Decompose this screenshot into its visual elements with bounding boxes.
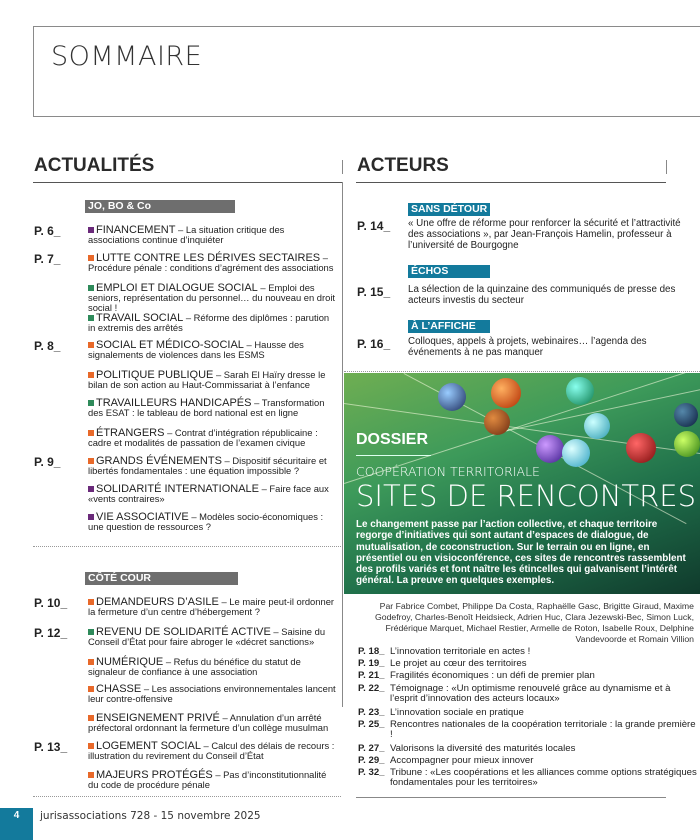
item-text: – Calcul des délais de recours : illustration du revirement du Conseil d’État: [88, 740, 335, 761]
toc-text: Valorisons la diversité des maturités locales: [390, 743, 576, 754]
toc-text: Le projet au cœur des territoires: [390, 658, 527, 669]
toc-item[interactable]: [88, 225, 338, 245]
item-text: – Pas d’inconstitutionnalité du code de procédure pénale: [88, 769, 327, 790]
item-text: – Modèles socio-économiques : une question de ressources ?: [88, 511, 324, 532]
page-number: P. 10_: [34, 596, 68, 610]
item-text: – Contrat d’intégration républicaine : cadre et modalités de passation de l’examen civique: [88, 427, 318, 448]
category-square-icon: [88, 285, 94, 291]
item-keyword: LOGEMENT SOCIAL: [96, 740, 201, 752]
item-text: – Réforme des diplômes : parution in extremis des arrêtés: [88, 312, 330, 333]
category-square-icon: [88, 315, 94, 321]
sphere-graphic: [438, 383, 466, 411]
footer-publication: jurisassociations 728 - 15 novembre 2025: [40, 810, 261, 822]
item-keyword: ENSEIGNEMENT PRIVÉ: [96, 712, 220, 724]
category-square-icon: [88, 686, 94, 692]
page-number: P. 14_: [357, 219, 391, 233]
section-tag-echos: ÉCHOS: [408, 265, 490, 278]
category-square-icon: [88, 458, 94, 464]
page-number: P. 7_: [34, 252, 61, 266]
page-number: P. 16_: [357, 337, 391, 351]
dotted-divider: [33, 796, 341, 797]
toc-item[interactable]: [88, 512, 338, 532]
column-divider-top: [342, 160, 343, 174]
divider: [33, 182, 342, 183]
category-square-icon: [88, 715, 94, 721]
toc-item[interactable]: [88, 713, 338, 733]
category-square-icon: [88, 255, 94, 261]
item-keyword: EMPLOI ET DIALOGUE SOCIAL: [96, 282, 258, 294]
toc-item[interactable]: [88, 253, 338, 273]
page-number: P. 8_: [34, 339, 61, 353]
page-number: P. 27_: [358, 743, 385, 754]
page-number: P. 22_: [358, 683, 385, 694]
section-tag-sans-detour: SANS DÉTOUR: [408, 203, 490, 216]
item-text: – Sarah El Haïry dresse le bilan de son action au Haut-Commissariat à l’enfance: [88, 369, 326, 390]
section-tag-a-laffiche: À L’AFFICHE: [408, 320, 490, 333]
toc-text: Accompagner pour mieux innover: [390, 755, 534, 766]
page-number: P. 6_: [34, 224, 61, 238]
divider: [356, 182, 666, 183]
toc-item[interactable]: [88, 484, 338, 504]
item-keyword: VIE ASSOCIATIVE: [96, 511, 189, 523]
acteurs-heading: ACTEURS: [357, 155, 449, 176]
item-keyword: SOLIDARITÉ INTERNATIONALE: [96, 483, 259, 495]
page-number: P. 12_: [34, 626, 68, 640]
page-number: P. 29_: [358, 755, 385, 766]
actualites-heading: ACTUALITÉS: [34, 155, 155, 176]
page-number: P. 32_: [358, 767, 385, 778]
item-keyword: TRAVAIL SOCIAL: [96, 312, 184, 324]
category-square-icon: [88, 227, 94, 233]
section-tag-jo-bo: JO, BO & Co: [85, 200, 235, 213]
page-number: P. 9_: [34, 455, 61, 469]
category-square-icon: [88, 342, 94, 348]
category-square-icon: [88, 659, 94, 665]
item-keyword: DEMANDEURS D’ASILE: [96, 596, 219, 608]
dotted-divider: [33, 546, 341, 547]
column-divider: [342, 182, 343, 707]
toc-text: Témoignage : «Un optimisme renouvelé grâce au dynamisme et à l’esprit d’innovation des acteurs locaux»: [390, 683, 671, 704]
item-text: – Emploi des seniors, représentation du personnel… du nouveau en droit social !: [88, 282, 336, 313]
item-text: – Refus du bénéfice du statut de signaleur de confiance à une association: [88, 656, 301, 677]
sphere-graphic: [674, 431, 700, 457]
item-text: – Annulation d’un arrêté préfectoral ordonnant la fermeture d’un collège musulman: [88, 712, 329, 733]
sphere-graphic: [536, 435, 564, 463]
acteurs-item[interactable]: Colloques, appels à projets, webinaires… l’agenda des événements à ne pas manquer: [408, 336, 647, 358]
acteurs-item[interactable]: La sélection de la quinzaine des communiqués de presse des acteurs investis du secteur: [408, 284, 676, 306]
item-text: – Le maire peut-il ordonner la fermeture d’un centre d’hébergement ?: [88, 596, 335, 617]
column-divider-right: [666, 160, 667, 174]
toc-text: L’innovation territoriale en actes !: [390, 646, 531, 657]
item-keyword: CHASSE: [96, 683, 142, 695]
toc-text: Fragilités économiques : un défi de premier plan: [390, 670, 595, 681]
item-keyword: POLITIQUE PUBLIQUE: [96, 369, 214, 381]
toc-item[interactable]: [88, 741, 338, 761]
toc-item[interactable]: [88, 770, 338, 790]
page-number: P. 25_: [358, 719, 385, 730]
category-square-icon: [88, 599, 94, 605]
item-keyword: MAJEURS PROTÉGÉS: [96, 769, 213, 781]
sphere-graphic: [484, 409, 510, 435]
item-keyword: REVENU DE SOLIDARITÉ ACTIVE: [96, 626, 271, 638]
acteurs-item[interactable]: « Une offre de réforme pour renforcer la sécurité et l’attractivité des associations », par Jean-François Hamelin, professeur à l’université de Bourgogne: [408, 218, 681, 251]
toc-item[interactable]: [88, 597, 338, 617]
dossier-authors: Par Fabrice Combet, Philippe Da Costa, Raphaëlle Gasc, Brigitte Giraud, Maxime Godefroy, Charles-Benoît Heidsieck, Adrien Huc, Clara Jezewski-Bec, Simon Luck, Frédérique Marquet, Michael Restier, Armelle de Roton, Isabelle Roux, Delphine Vandevoorde et Romain Villion: [375, 601, 694, 644]
sphere-graphic: [584, 413, 610, 439]
category-square-icon: [88, 514, 94, 520]
sphere-graphic: [566, 377, 594, 405]
item-keyword: ÉTRANGERS: [96, 427, 165, 439]
toc-item[interactable]: [88, 456, 338, 476]
toc-item[interactable]: [88, 370, 338, 390]
category-square-icon: [88, 486, 94, 492]
dossier-rule: [356, 455, 431, 456]
item-keyword: SOCIAL ET MÉDICO-SOCIAL: [96, 339, 244, 351]
item-text: – Saisine du Conseil d’État pour faire abroger le «décret sanctions»: [88, 626, 326, 647]
page-number: P. 18_: [358, 646, 385, 657]
page-number: P. 15_: [357, 285, 391, 299]
dossier-subtitle: COOPÉRATION TERRITORIALE: [356, 464, 540, 479]
toc-text: Tribune : «Les coopérations et les alliances comme options stratégiques fondamentales pour les territoires»: [390, 767, 697, 788]
item-keyword: TRAVAILLEURS HANDICAPÉS: [96, 397, 252, 409]
item-text: – Procédure pénale : conditions d’agrément des associations: [88, 252, 334, 273]
page-number: P. 23_: [358, 707, 385, 718]
toc-item[interactable]: [88, 627, 338, 647]
category-square-icon: [88, 400, 94, 406]
category-square-icon: [88, 372, 94, 378]
toc-item[interactable]: [88, 657, 338, 677]
item-text: – Hausse des signalements de violences dans les ESMS: [88, 339, 304, 360]
item-text: – La situation critique des associations continue d’inquiéter: [88, 224, 285, 245]
dossier-title: SITES DE RENCONTRES: [356, 479, 697, 513]
item-keyword: LUTTE CONTRE LES DÉRIVES SECTAIRES: [96, 252, 321, 264]
item-text: – Dispositif sécuritaire et libertés fondamentales : une équation impossible ?: [88, 455, 327, 476]
divider: [356, 797, 666, 798]
item-text: – Les associations environnementales lancent leur contre-offensive: [88, 683, 336, 704]
footer-page-number: 4: [0, 808, 33, 840]
page-number: P. 13_: [34, 740, 68, 754]
category-square-icon: [88, 430, 94, 436]
sphere-graphic: [674, 403, 698, 427]
toc-item[interactable]: [88, 340, 338, 360]
page-title: SOMMAIRE: [51, 41, 203, 72]
toc-text: Rencontres nationales de la coopération territoriale : la grande première !: [390, 719, 696, 740]
toc-item[interactable]: [88, 398, 338, 418]
toc-item[interactable]: [88, 428, 338, 448]
toc-item[interactable]: [88, 684, 338, 704]
page-number: P. 21_: [358, 670, 385, 681]
dossier-label: DOSSIER: [356, 431, 429, 448]
dossier-description: Le changement passe par l’action collective, et chaque territoire regorge d’initiatives qui sont autant d’espaces de dialogue, de mutualisation, de coconstruction. Sur le terrain ou en ligne, en présentiel ou en visioconférence, ces sites de rencontres rassemblent des profils variés et font naître les étincelles qui galvanisent l’intérêt général. La preuve en quelques exemples.: [356, 519, 686, 587]
dossier-banner[interactable]: [344, 373, 700, 594]
section-tag-cote-cour: CÔTÉ COUR: [85, 572, 238, 585]
dotted-divider: [344, 371, 700, 372]
category-square-icon: [88, 743, 94, 749]
sphere-graphic: [491, 378, 521, 408]
category-square-icon: [88, 772, 94, 778]
category-square-icon: [88, 629, 94, 635]
toc-item[interactable]: [88, 283, 338, 313]
item-keyword: FINANCEMENT: [96, 224, 176, 236]
item-keyword: NUMÉRIQUE: [96, 656, 164, 668]
title-box: [33, 26, 700, 117]
sphere-graphic: [626, 433, 656, 463]
item-text: – Faire face aux «vents contraires»: [88, 483, 329, 504]
sphere-graphic: [562, 439, 590, 467]
toc-text: L’innovation sociale en pratique: [390, 707, 524, 718]
toc-item[interactable]: [88, 313, 338, 333]
item-text: – Transformation des ESAT : le tableau de bord national est en ligne: [88, 397, 325, 418]
item-keyword: GRANDS ÉVÉNEMENTS: [96, 455, 222, 467]
page-number: P. 19_: [358, 658, 385, 669]
